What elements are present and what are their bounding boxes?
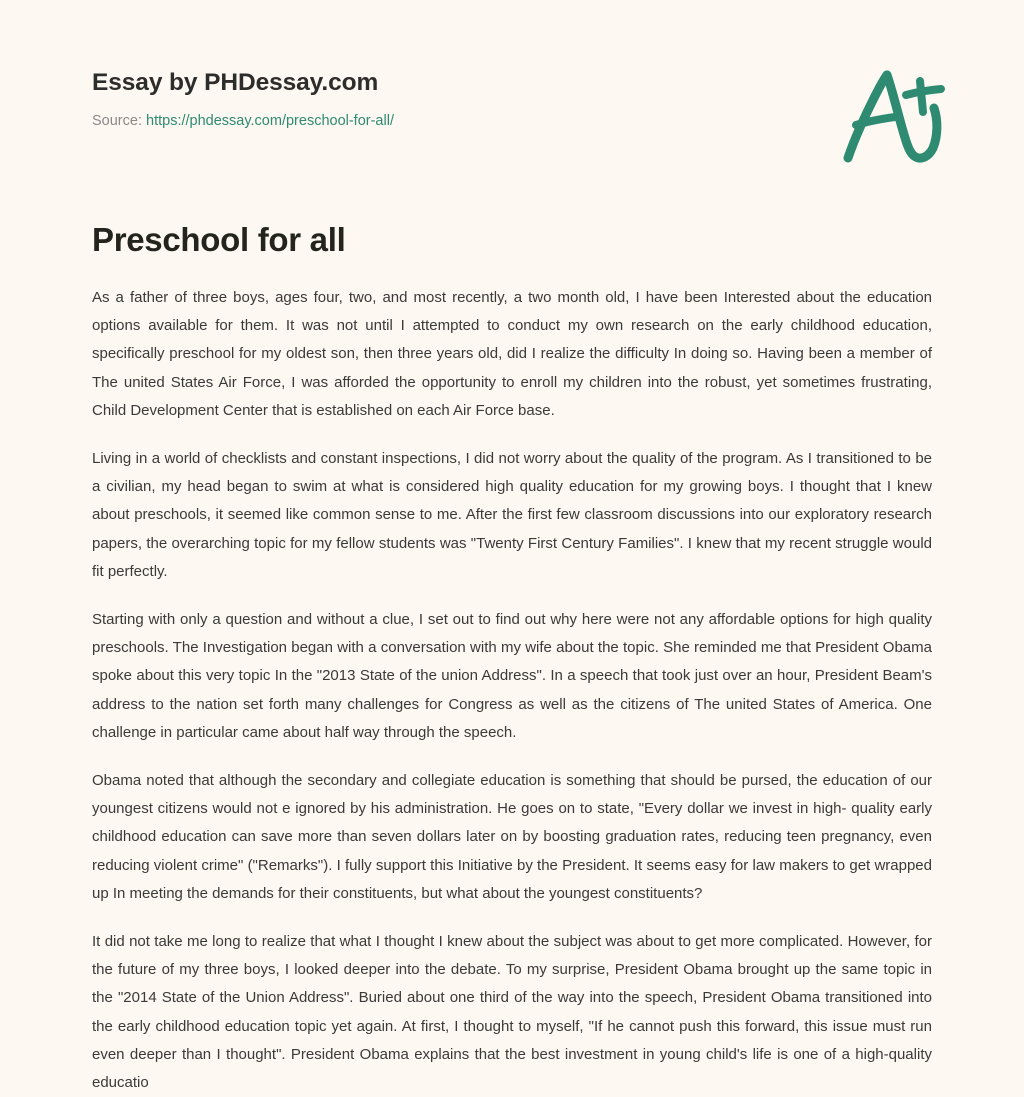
source-url-link[interactable]: https://phdessay.com/preschool-for-all/ xyxy=(146,113,394,130)
paragraph: It did not take me long to realize that what I thought I knew about the subject was about to get more complicated. However, for the future of my three boys, I looked deeper into the debate. To my surprise, President Obama brought up the same topic in the "2014 State of the Union Address". Buried about one third of the way into the speech, President Obama transitioned into the early childhood education topic yet again. At first, I thought to myself, "If he cannot push this forward, this issue must run even deeper than I thought". President Obama explains that the best investment in young child's life is one of a high-quality educatio xyxy=(92,933,932,1092)
paragraph: As a father of three boys, ages four, two, and most recently, a two month old, I have been Interested about the education options available for them. It was not until I attempted to conduct my own research on the early childhood education, specifically preschool for my oldest son, then three years old, did I realize the difficulty In doing so. Having been a member of The united States Air Force, I was afforded the opportunity to enroll my children into the robust, yet sometimes frustrating, Child Development Center that is established on each Air Force base. xyxy=(92,289,932,419)
brand-title: Essay by PHDessay.com xyxy=(92,69,379,96)
paragraph: Obama noted that although the secondary and collegiate education is something that should be pursed, the education of our youngest citizens would not e ignored by his administration. He goes on to state, "Every dollar we invest in high- quality early childhood education can save more than seven dollars later on by boosting graduation rates, reducing teen pregnancy, even reducing violent crime" ("Remarks"). I fully support this Initiative by the President. It seems easy for law makers to get wrapped up In meeting the demands for their constituents, but what about the youngest constituents? xyxy=(92,772,932,902)
article-body xyxy=(92,284,932,1097)
paragraph: Starting with only a question and without a clue, I set out to find out why here were not any affordable options for high quality preschools. The Investigation began with a conversation with my wife about the topic. She reminded me that President Obama spoke about this very topic In the "2013 State of the union Address". In a speech that took just over an hour, President Beam's address to the nation set forth many challenges for Congress as well as the citizens of The united States of America. One challenge in particular came about half way through the speech. xyxy=(92,611,932,741)
source-line xyxy=(92,112,932,131)
paragraph: Living in a world of checklists and constant inspections, I did not worry about the quality of the program. As I transitioned to be a civilian, my head began to swim at what is considered high quality education for my growing boys. I thought that I knew about preschools, it seemed like common sense to me. After the first few classroom discussions into our exploratory research papers, the overarching topic for my fellow students was "Twenty First Century Families". I knew that my recent struggle would fit perfectly. xyxy=(92,450,932,580)
page-title: Preschool for all xyxy=(92,221,346,258)
document-header xyxy=(92,68,932,178)
source-label: Source: xyxy=(92,113,142,130)
a-plus-grade-logo-icon xyxy=(838,62,950,168)
